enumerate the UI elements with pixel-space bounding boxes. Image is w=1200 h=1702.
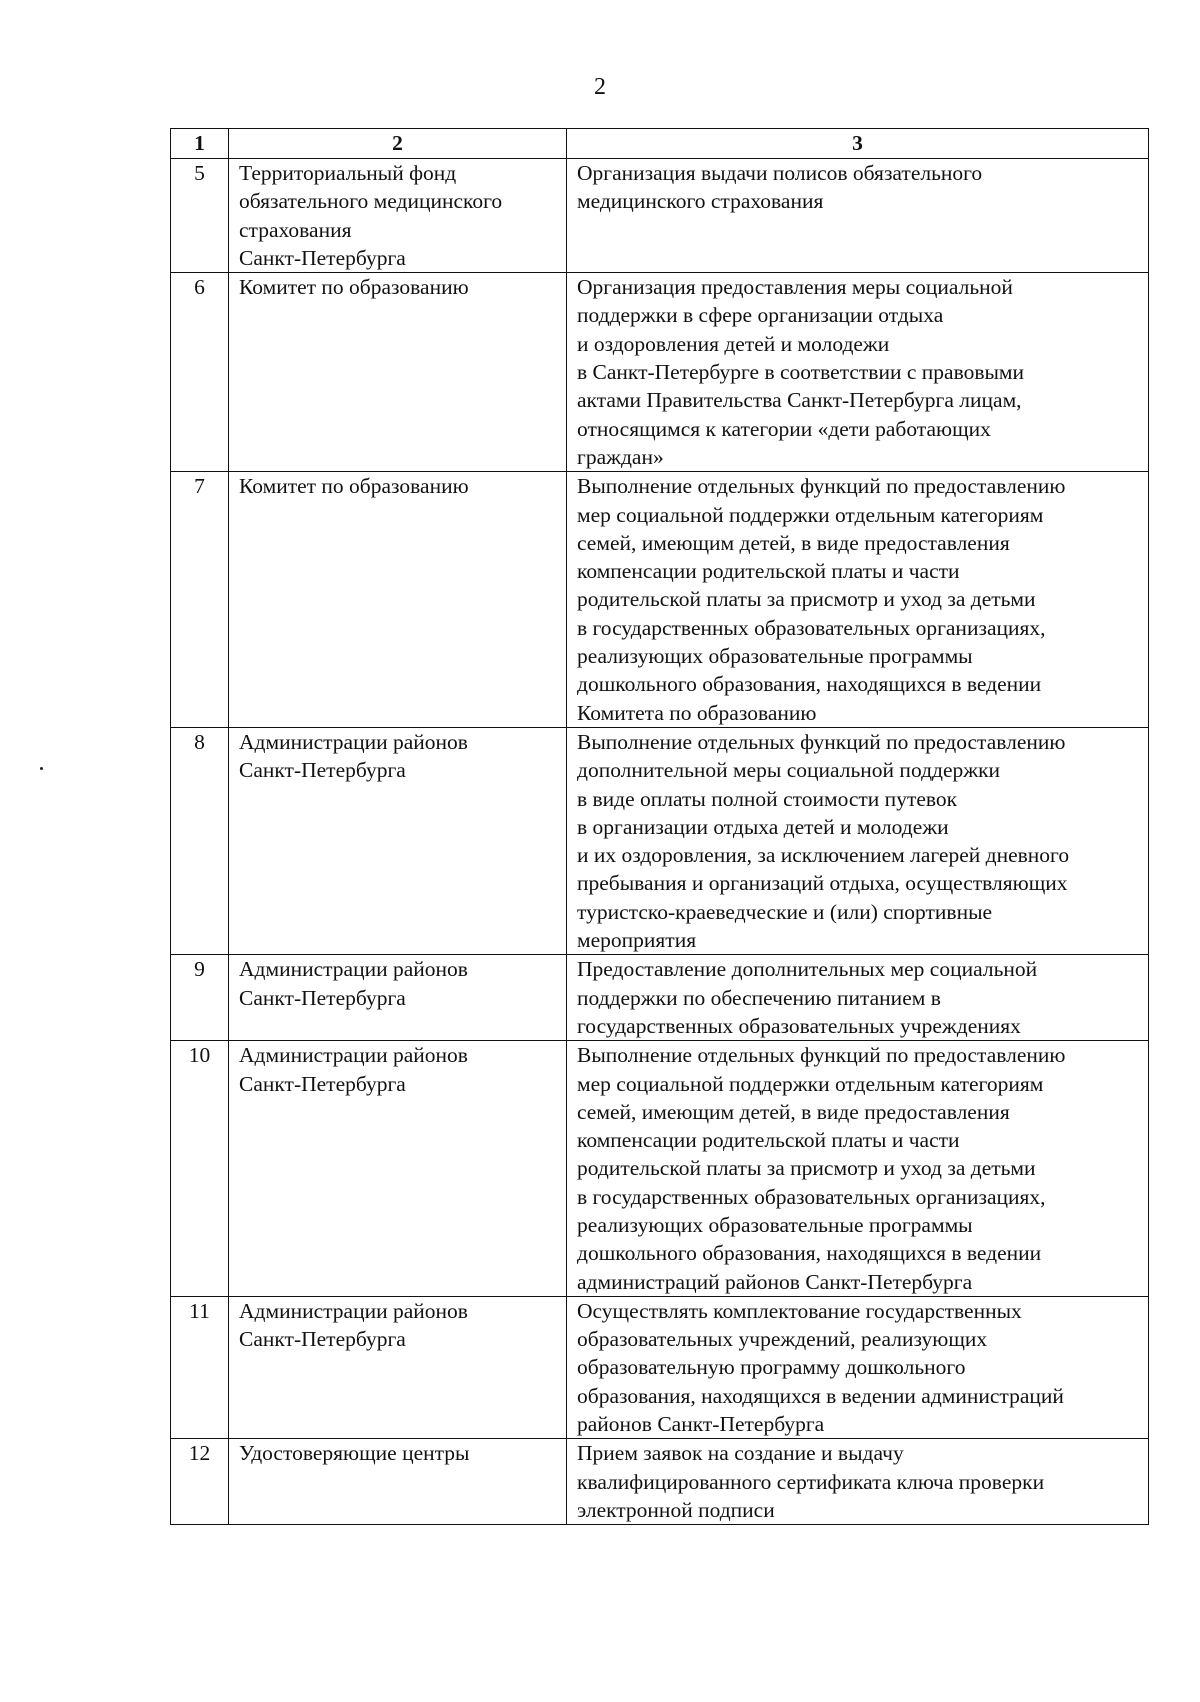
organization-cell bbox=[229, 159, 567, 273]
page-number: 2 bbox=[594, 74, 606, 100]
row-number: 12 bbox=[171, 1439, 229, 1525]
description-line: дошкольного образования, находящихся в ведении bbox=[577, 672, 1042, 697]
description-line: квалифицированного сертификата ключа проверки bbox=[577, 1469, 1045, 1494]
column-header-description: 3 bbox=[567, 129, 1149, 159]
description-line: Выполнение отдельных функций по предоставлению bbox=[577, 1043, 1066, 1068]
description-line: реализующих образовательные программы bbox=[577, 1212, 973, 1237]
description-line: компенсации родительской платы и части bbox=[577, 1128, 960, 1153]
description-cell bbox=[567, 955, 1149, 1041]
description-line: семей, имеющим детей, в виде предоставления bbox=[577, 530, 1010, 555]
description-line: районов Санкт-Петербурга bbox=[577, 1412, 825, 1437]
organization-line: Санкт-Петербурга bbox=[239, 985, 406, 1010]
description-line: Комитета по образованию bbox=[577, 700, 817, 725]
row-number: 8 bbox=[171, 727, 229, 954]
organization-line: Комитет по образованию bbox=[239, 474, 469, 499]
organization-line: Администрации районов bbox=[239, 1043, 468, 1068]
organization-line: Санкт-Петербурга bbox=[239, 1071, 406, 1096]
services-table bbox=[170, 128, 1149, 1525]
description-line: Осуществлять комплектование государственных bbox=[577, 1298, 1022, 1323]
description-line: мер социальной поддержки отдельным категориям bbox=[577, 1071, 1044, 1096]
description-line: Прием заявок на создание и выдачу bbox=[577, 1441, 904, 1466]
organization-cell bbox=[229, 472, 567, 728]
description-line: дополнительной меры социальной поддержки bbox=[577, 758, 1001, 783]
table-row bbox=[171, 1041, 1149, 1297]
organization-line: Администрации районов bbox=[239, 957, 468, 982]
description-line: Предоставление дополнительных мер социальной bbox=[577, 957, 1038, 982]
organization-line: Комитет по образованию bbox=[239, 275, 469, 300]
organization-cell bbox=[229, 955, 567, 1041]
description-line: образовательных учреждений, реализующих bbox=[577, 1327, 988, 1352]
description-line: родительской платы за присмотр и уход за детьми bbox=[577, 587, 1036, 612]
description-line: дошкольного образования, находящихся в ведении bbox=[577, 1241, 1042, 1266]
organization-line: Санкт-Петербурга bbox=[239, 245, 406, 270]
table-row bbox=[171, 273, 1149, 472]
description-line: компенсации родительской платы и части bbox=[577, 559, 960, 584]
description-line: мер социальной поддержки отдельным категориям bbox=[577, 502, 1044, 527]
description-line: реализующих образовательные программы bbox=[577, 644, 973, 669]
organization-line: Удостоверяющие центры bbox=[239, 1441, 470, 1466]
description-line: и оздоровления детей и молодежи bbox=[577, 331, 890, 356]
table-row bbox=[171, 159, 1149, 273]
column-header-number: 1 bbox=[171, 129, 229, 159]
description-line: Выполнение отдельных функций по предоставлению bbox=[577, 729, 1066, 754]
table-row bbox=[171, 1439, 1149, 1525]
row-number: 10 bbox=[171, 1041, 229, 1297]
description-line: образовательную программу дошкольного bbox=[577, 1355, 966, 1380]
organization-cell bbox=[229, 273, 567, 472]
organization-cell bbox=[229, 1296, 567, 1438]
table-header-row bbox=[171, 129, 1149, 159]
description-cell bbox=[567, 159, 1149, 273]
row-number: 11 bbox=[171, 1296, 229, 1438]
description-line: пребывания и организаций отдыха, осуществляющих bbox=[577, 871, 1068, 896]
description-line: Выполнение отдельных функций по предоставлению bbox=[577, 474, 1066, 499]
description-line: администраций районов Санкт-Петербурга bbox=[577, 1269, 973, 1294]
description-cell bbox=[567, 1439, 1149, 1525]
description-line: медицинского страхования bbox=[577, 189, 824, 214]
organization-line: Санкт-Петербурга bbox=[239, 758, 406, 783]
description-line: туристско-краеведческие и (или) спортивные bbox=[577, 899, 993, 924]
description-line: в государственных образовательных организациях, bbox=[577, 1184, 1046, 1209]
description-line: относящимся к категории «дети работающих bbox=[577, 416, 991, 441]
description-line: родительской платы за присмотр и уход за детьми bbox=[577, 1156, 1036, 1181]
description-line: поддержки в сфере организации отдыха bbox=[577, 303, 944, 328]
row-number: 7 bbox=[171, 472, 229, 728]
description-line: в виде оплаты полной стоимости путевок bbox=[577, 786, 958, 811]
table-row bbox=[171, 955, 1149, 1041]
row-number: 5 bbox=[171, 159, 229, 273]
description-line: поддержки по обеспечению питанием в bbox=[577, 985, 941, 1010]
description-cell bbox=[567, 1041, 1149, 1297]
column-header-organization: 2 bbox=[229, 129, 567, 159]
description-line: в организации отдыха детей и молодежи bbox=[577, 814, 949, 839]
description-line: Организация выдачи полисов обязательного bbox=[577, 161, 983, 185]
table-row bbox=[171, 472, 1149, 728]
organization-cell bbox=[229, 727, 567, 954]
description-line: актами Правительства Санкт-Петербурга лицам, bbox=[577, 388, 1022, 413]
description-line: образования, находящихся в ведении администраций bbox=[577, 1383, 1064, 1408]
organization-cell bbox=[229, 1439, 567, 1525]
description-line: в Санкт-Петербурге в соответствии с правовыми bbox=[577, 360, 1025, 385]
organization-cell bbox=[229, 1041, 567, 1297]
description-cell bbox=[567, 472, 1149, 728]
description-cell bbox=[567, 727, 1149, 954]
organization-line: Администрации районов bbox=[239, 1298, 468, 1323]
description-line: семей, имеющим детей, в виде предоставления bbox=[577, 1099, 1010, 1124]
row-number: 9 bbox=[171, 955, 229, 1041]
description-cell bbox=[567, 1296, 1149, 1438]
table-row bbox=[171, 727, 1149, 954]
description-line: электронной подписи bbox=[577, 1497, 775, 1522]
description-line: граждан» bbox=[577, 444, 664, 469]
row-number: 6 bbox=[171, 273, 229, 472]
description-line: мероприятия bbox=[577, 928, 697, 953]
organization-line: обязательного медицинского bbox=[239, 189, 503, 214]
description-line: Организация предоставления меры социальной bbox=[577, 275, 1013, 300]
organization-line: страхования bbox=[239, 217, 352, 242]
scan-speck bbox=[40, 767, 43, 770]
table-body bbox=[171, 159, 1149, 1525]
organization-line: Санкт-Петербурга bbox=[239, 1327, 406, 1352]
description-line: в государственных образовательных организациях, bbox=[577, 615, 1046, 640]
description-cell bbox=[567, 273, 1149, 472]
organization-line: Администрации районов bbox=[239, 729, 468, 754]
table-row bbox=[171, 1296, 1149, 1438]
description-line: государственных образовательных учреждениях bbox=[577, 1013, 1021, 1038]
description-line: и их оздоровления, за исключением лагерей дневного bbox=[577, 843, 1070, 868]
organization-line: Территориальный фонд bbox=[239, 161, 457, 185]
